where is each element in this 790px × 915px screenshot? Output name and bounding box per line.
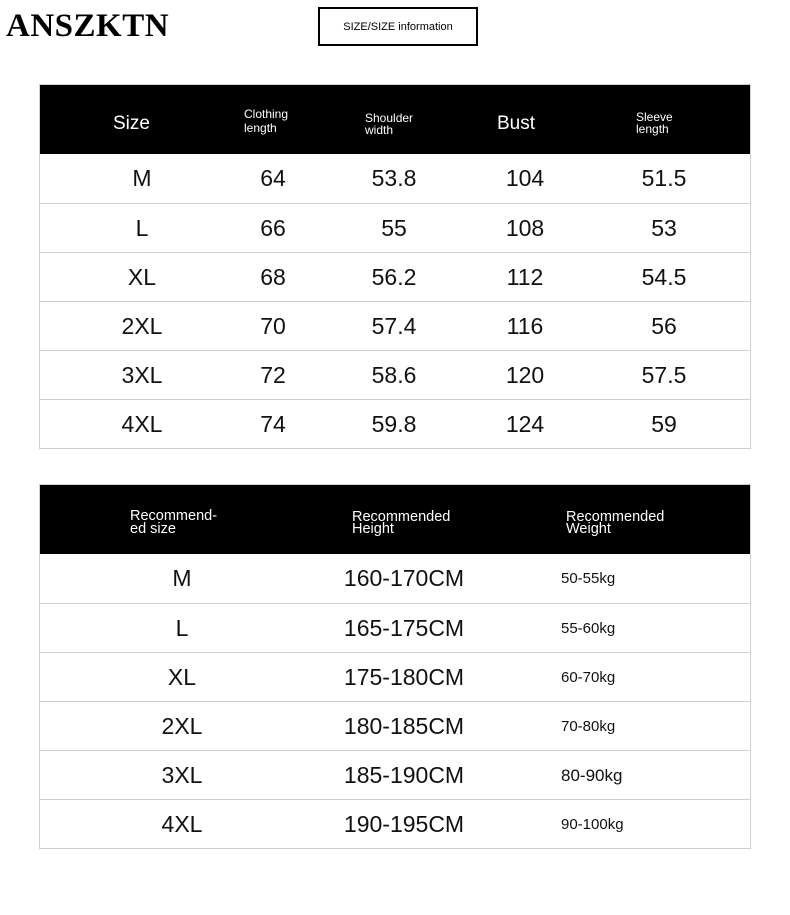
recommended-weight-cell: 55-60kg: [561, 620, 616, 637]
bust-cell: 124: [505, 411, 545, 437]
header-recommended-height-2: Height: [352, 521, 394, 537]
size-cell: XL: [127, 264, 157, 290]
recommend-header: [40, 485, 750, 554]
header-size: Size: [113, 113, 150, 134]
sleeve-length-cell: 53: [651, 215, 677, 241]
header-clothing-length-1: Clothing: [244, 107, 289, 121]
bust-cell: 120: [505, 362, 545, 388]
header-recommended-height-1: Recommended: [352, 509, 451, 525]
recommend-table-row: [40, 603, 750, 652]
recommended-size-cell: 3XL: [161, 762, 203, 788]
size-info-label: [318, 7, 478, 46]
size-cell: M: [132, 165, 152, 191]
bust-cell: 116: [506, 313, 544, 339]
recommended-weight-cell: 50-55kg: [561, 570, 616, 587]
recommended-height-cell: 175-180CM: [343, 664, 465, 690]
sleeve-length-cell: 54.5: [641, 264, 687, 290]
shoulder-width-cell: 56.2: [371, 264, 417, 290]
shoulder-width-cell: 53.8: [371, 165, 417, 191]
recommend-table-row: [40, 652, 750, 701]
size-table-row: [40, 350, 750, 399]
recommended-weight-cell: 80-90kg: [561, 766, 623, 785]
header-sleeve-length-2: length: [636, 122, 669, 136]
brand-logo: ANSZKTN: [6, 8, 170, 44]
header-recommended-weight-2: Weight: [566, 521, 611, 537]
shoulder-width-cell: 58.6: [371, 362, 417, 388]
bust-cell: 112: [506, 264, 544, 290]
clothing-length-cell: 66: [260, 215, 286, 241]
recommend-table-row: [40, 701, 750, 750]
recommended-height-cell: 190-195CM: [343, 811, 465, 837]
recommend-table-row: [40, 750, 750, 799]
recommended-size-cell: L: [175, 615, 189, 641]
clothing-length-cell: 72: [260, 362, 286, 388]
recommended-size-cell: XL: [167, 664, 197, 690]
recommended-size-cell: 2XL: [161, 713, 203, 739]
header-recommended-size-1: Recommend-: [130, 508, 218, 524]
clothing-length-cell: 68: [260, 264, 286, 290]
sleeve-length-cell: 56: [651, 313, 677, 339]
recommend-table-row: [40, 799, 750, 848]
size-cell: L: [135, 215, 149, 241]
recommended-weight-cell: 70-80kg: [561, 718, 616, 735]
size-table-row: [40, 154, 750, 203]
size-table-row: [40, 399, 750, 448]
recommended-height-cell: 180-185CM: [343, 713, 465, 739]
size-table-row: [40, 203, 750, 252]
clothing-length-cell: 70: [260, 313, 286, 339]
header-sleeve-length-1: Sleeve: [636, 110, 673, 124]
recommended-height-cell: 160-170CM: [343, 565, 465, 591]
shoulder-width-cell: 57.4: [371, 313, 417, 339]
header-recommended-weight-1: Recommended: [566, 509, 665, 525]
sleeve-length-cell: 59: [651, 411, 677, 437]
recommended-weight-cell: 60-70kg: [561, 669, 616, 686]
sleeve-length-cell: 51.5: [641, 165, 687, 191]
header-shoulder-width-2: width: [365, 123, 394, 137]
header-shoulder-width-1: Shoulder: [365, 111, 414, 125]
size-cell: 4XL: [121, 411, 163, 437]
recommended-height-cell: 185-190CM: [343, 762, 465, 788]
size-cell: 3XL: [121, 362, 163, 388]
shoulder-width-cell: 59.8: [371, 411, 417, 437]
recommend-table: [39, 484, 751, 849]
recommended-weight-cell: 90-100kg: [561, 816, 624, 833]
size-info-text: SIZE/SIZE information: [343, 20, 453, 33]
recommended-size-cell: M: [172, 565, 192, 591]
recommended-size-cell: 4XL: [161, 811, 203, 837]
size-chart-table: [39, 84, 751, 449]
header-bust: Bust: [497, 113, 536, 134]
size-cell: 2XL: [121, 313, 163, 339]
size-chart-header: [40, 85, 750, 154]
clothing-length-cell: 74: [260, 411, 286, 437]
recommended-height-cell: 165-175CM: [343, 615, 465, 641]
sleeve-length-cell: 57.5: [641, 362, 687, 388]
bust-cell: 108: [505, 215, 545, 241]
header-recommended-size-2: ed size: [130, 521, 176, 537]
header-clothing-length-2: length: [244, 121, 277, 135]
size-table-row: [40, 301, 750, 350]
recommend-table-row: [40, 554, 750, 603]
bust-cell: 104: [505, 165, 545, 191]
size-table-row: [40, 252, 750, 301]
clothing-length-cell: 64: [260, 165, 286, 191]
shoulder-width-cell: 55: [381, 215, 407, 241]
